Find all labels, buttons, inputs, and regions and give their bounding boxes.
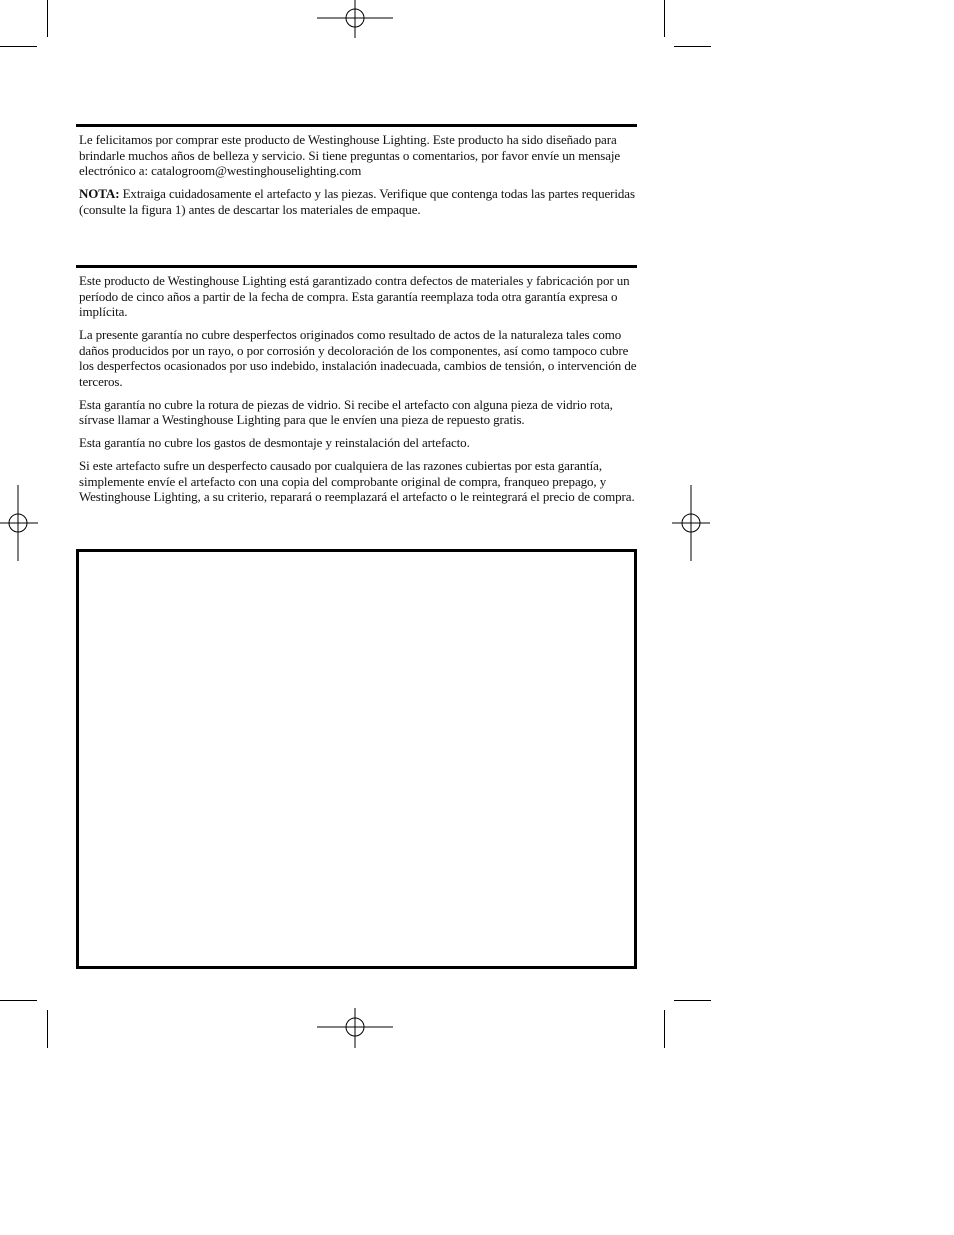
registration-mark-left-icon	[0, 485, 38, 561]
crop-mark-bottom-right-vertical	[664, 1010, 665, 1048]
warranty-paragraph-1: Este producto de Westinghouse Lighting está garantizado contra defectos de materiales y fabricación por un período de cinco años a partir de la fecha de compra. Esta garantía reemplaza toda otra garantía expresa o implícita.	[79, 273, 630, 319]
nota-label: NOTA:	[79, 186, 120, 201]
nota-paragraph	[79, 186, 639, 217]
warranty-top-rule	[76, 265, 637, 268]
warranty-paragraph-4: Esta garantía no cubre los gastos de desmontaje y reinstalación del artefacto.	[79, 435, 470, 450]
intro-section	[79, 132, 639, 225]
crop-mark-top-left-vertical	[47, 0, 48, 37]
crop-mark-bottom-left-vertical	[47, 1010, 48, 1048]
crop-mark-bottom-right-horizontal	[674, 1000, 711, 1001]
crop-mark-top-right-vertical	[664, 0, 665, 37]
warranty-paragraph-2: La presente garantía no cubre desperfectos originados como resultado de actos de la naturaleza tales como daños producidos por un rayo, o por corrosión y decoloración de los componentes, así como tampoco cubre los desperfectos ocasionados por uso indebido, instalación inadecuada, cambios de tensión, o intervención de terceros.	[79, 327, 637, 389]
warranty-paragraph-5: Si este artefacto sufre un desperfecto causado por cualquiera de las razones cubiertas por esta garantía, simplemente envíe el artefacto con una copia del comprobante original de compra, franqueo prepago, y Westinghouse Lighting, a su criterio, reparará o reemplazará el artefacto o le reintegrará el precio de compra.	[79, 458, 635, 504]
registration-mark-top-icon	[317, 0, 393, 38]
crop-mark-bottom-left-horizontal	[0, 1000, 37, 1001]
crop-mark-top-left-horizontal	[0, 46, 37, 47]
warranty-paragraph-3: Esta garantía no cubre la rotura de piezas de vidrio. Si recibe el artefacto con alguna pieza de vidrio rota, sírvase llamar a Westinghouse Lighting para que le envíen una pieza de repuesto gratis.	[79, 396, 613, 427]
empty-bordered-box	[76, 549, 637, 969]
registration-mark-right-icon	[672, 485, 710, 561]
intro-top-rule	[76, 124, 637, 127]
nota-text: Extraiga cuidadosamente el artefacto y las piezas. Verifique que contenga todas las partes requeridas (consulte la figura 1) antes de descartar los materiales de empaque.	[79, 186, 635, 217]
warranty-section	[79, 273, 639, 512]
registration-mark-bottom-icon	[317, 1008, 393, 1048]
intro-paragraph: Le felicitamos por comprar este producto de Westinghouse Lighting. Este producto ha sido diseñado para brindarle muchos años de belleza y servicio. Si tiene preguntas o comentarios, por favor envíe un mensaje electrónico a: catalogroom@westinghouselighting.com	[79, 132, 621, 178]
crop-mark-top-right-horizontal	[674, 46, 711, 47]
